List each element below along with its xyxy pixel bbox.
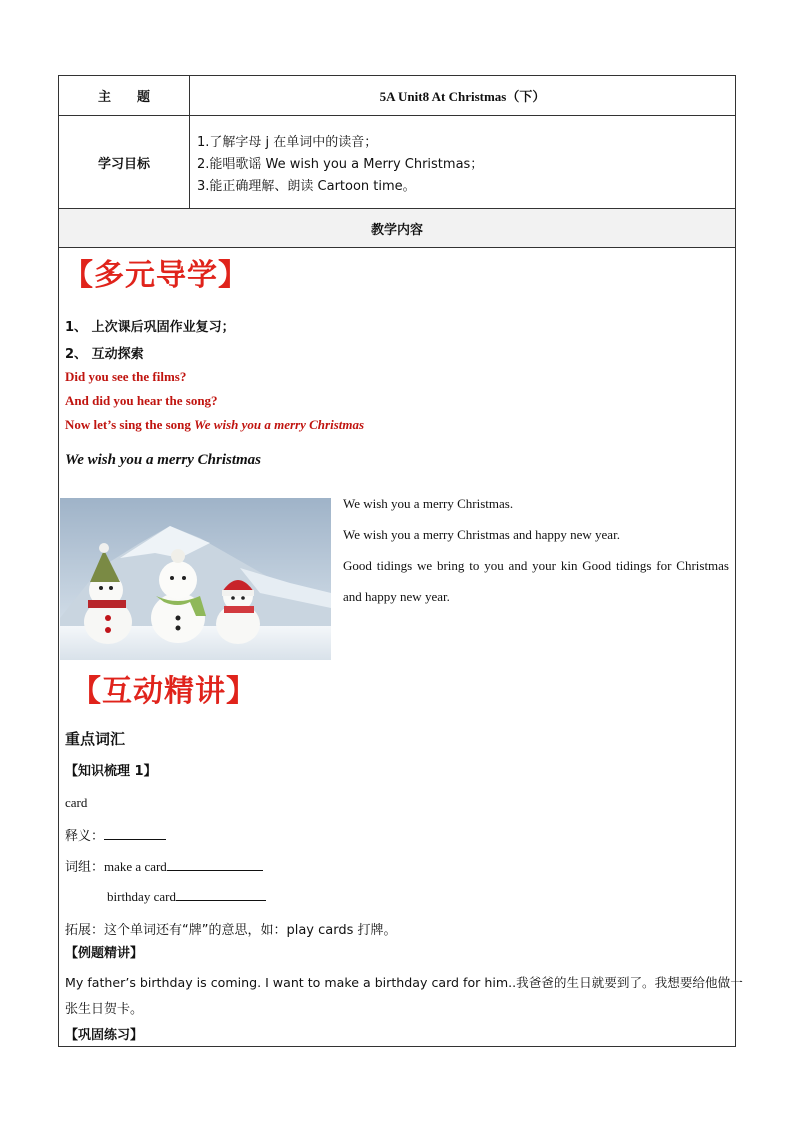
- knowledge-title: 【知识梳理 1】: [65, 764, 157, 779]
- goals-label: 学习目标: [59, 116, 190, 208]
- content-band: 教学内容: [59, 209, 735, 248]
- example-title: 【例题精讲】: [65, 946, 144, 961]
- song-lyrics: [343, 488, 729, 612]
- phrase-1-blank[interactable]: [167, 858, 263, 871]
- lecture-heading: 【互动精讲】: [71, 674, 257, 709]
- guide-heading: 【多元导学】: [63, 258, 249, 293]
- question-2: And did you hear the song?: [65, 393, 218, 408]
- goal-item: 3.能正确理解、朗读 Cartoon time。: [197, 179, 416, 194]
- lyric-line: We wish you a merry Christmas and happy new year.: [343, 527, 620, 542]
- topic-row: [59, 76, 735, 116]
- question-1: Did you see the films?: [65, 369, 187, 384]
- goal-item: 2.能唱歌谣 We wish you a Merry Christmas；: [197, 157, 484, 172]
- practice-title: 【巩固练习】: [65, 1028, 144, 1043]
- goals-cell: [190, 116, 735, 208]
- lyric-line: We wish you a merry Christmas.: [343, 496, 514, 511]
- snowmen-illustration: [60, 498, 331, 660]
- goals-list: [197, 132, 483, 198]
- phrase-2-blank[interactable]: [176, 888, 266, 901]
- song-title: We wish you a merry Christmas: [65, 452, 262, 468]
- topic-value: 5A Unit8 At Christmas（下）: [379, 89, 546, 104]
- word-card: card: [65, 795, 88, 810]
- lyric-line: Good tidings we bring to you and your kin Good tidings for Christmas and happy new year.: [343, 558, 729, 604]
- guide-item-1: 1、 上次课后巩固作业复习；: [65, 320, 235, 335]
- question-3-song: We wish you a merry Christmas: [194, 417, 365, 432]
- lesson-table: [58, 75, 743, 1047]
- example-line-2: 张生日贺卡。: [65, 1002, 144, 1017]
- meaning-blank[interactable]: [104, 827, 166, 840]
- phrase-line-2: [107, 888, 266, 905]
- phrase-line-1: [65, 856, 263, 875]
- goal-item: 1.了解字母 j 在单词中的读音；: [197, 135, 378, 150]
- guide-item-2: 2、 互动探索: [65, 347, 144, 362]
- meaning-line: [65, 825, 166, 844]
- phrase-label: 词组：: [65, 860, 105, 875]
- topic-label: 主 题: [59, 76, 190, 115]
- question-3-prefix: Now let’s sing the song: [65, 417, 195, 432]
- snowmen-photo: [60, 498, 331, 660]
- phrase-1: make a card: [104, 859, 167, 874]
- vocab-title: 重点词汇: [65, 730, 126, 748]
- question-3: [65, 417, 364, 433]
- meaning-label: 释义：: [65, 829, 105, 844]
- extend-line: 拓展：这个单词还有“牌”的意思，如：play cards 打牌。: [65, 923, 397, 938]
- phrase-2: birthday card: [107, 889, 176, 904]
- example-line-1: My father’s birthday is coming. I want to make a birthday card for him..我爸爸的生日就要到了。我想要给他做一: [65, 975, 743, 990]
- goals-row: [59, 116, 735, 209]
